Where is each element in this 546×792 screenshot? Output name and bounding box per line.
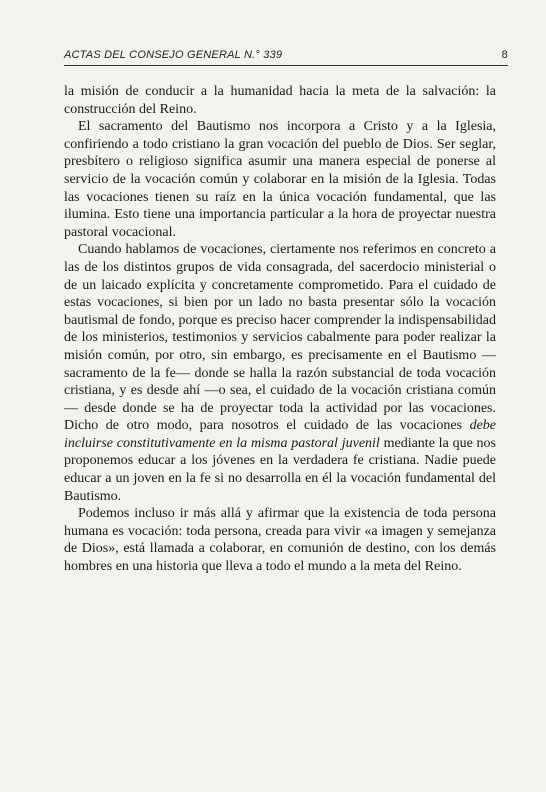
paragraph-3 <box>64 241 496 505</box>
paragraph-3-text-after: mediante la que nos proponemos educar a los jóvenes en la verdadera fe cristiana. Nadie puede educar a un joven en la fe si no desarrolla en él la vocación fundamental del Bautismo. <box>64 435 496 504</box>
header-title: ACTAS DEL CONSEJO GENERAL N.° 339 <box>64 49 283 61</box>
paragraph-3-text-before: Cuando hablamos de vocaciones, ciertamente nos referimos en concreto a las de los distintos grupos de vida consagrada, del sacerdocio ministerial o de un laicado explícita y concretamente comprometido. Para el cuidado de estas vocaciones, si bien por un lado no basta presentar sólo la vocación bautismal de fondo, porque es preciso hacer comprender la indispensabilidad de los ministerios, testimonios y servicios cabalmente para poder realizar la misión común, por otro, sin embargo, es precisamente en el Bautismo —sacramento de la fe— donde se halla la razón substancial de toda vocación cristiana, y es desde ahí —o sea, el cuidado de la vocación cristiana común— desde donde se ha de proyectar toda la actividad por las vocaciones. Dicho de otro modo, para nosotros el cuidado de las vocaciones <box>64 242 496 434</box>
header-rule <box>64 65 508 66</box>
paragraph-4: Podemos incluso ir más allá y afirmar que la existencia de toda persona humana es vocación: toda persona, creada para vivir «a imagen y semejanza de Dios», está llamada a colaborar, en comunión de destino, con los demás hombres en una historia que lleva a todo el mundo a la meta del Reino. <box>64 506 496 575</box>
paragraph-1: la misión de conducir a la humanidad hacia la meta de la salvación: la construcción del Reino. <box>64 84 496 117</box>
paragraph-3-emphasis: debe incluirse constitutivamente en la misma pastoral juvenil <box>64 418 496 451</box>
page-number: 8 <box>501 49 508 61</box>
running-header <box>64 49 508 65</box>
body-text <box>64 83 496 576</box>
paragraph-2: El sacramento del Bautismo nos incorpora a Cristo y a la Iglesia, confiriendo a todo cristiano la gran vocación del pueblo de Dios. Ser seglar, presbítero o religioso significa asumir una manera especial de ponerse al servicio de la vocación común y colaborar en la misión de la Iglesia. Todas las vocaciones tienen su raíz en la única vocación fundamental, que las ilumina. Esto tiene una importancia particular a la hora de proyectar nuestra pastoral vocacional. <box>64 119 496 240</box>
